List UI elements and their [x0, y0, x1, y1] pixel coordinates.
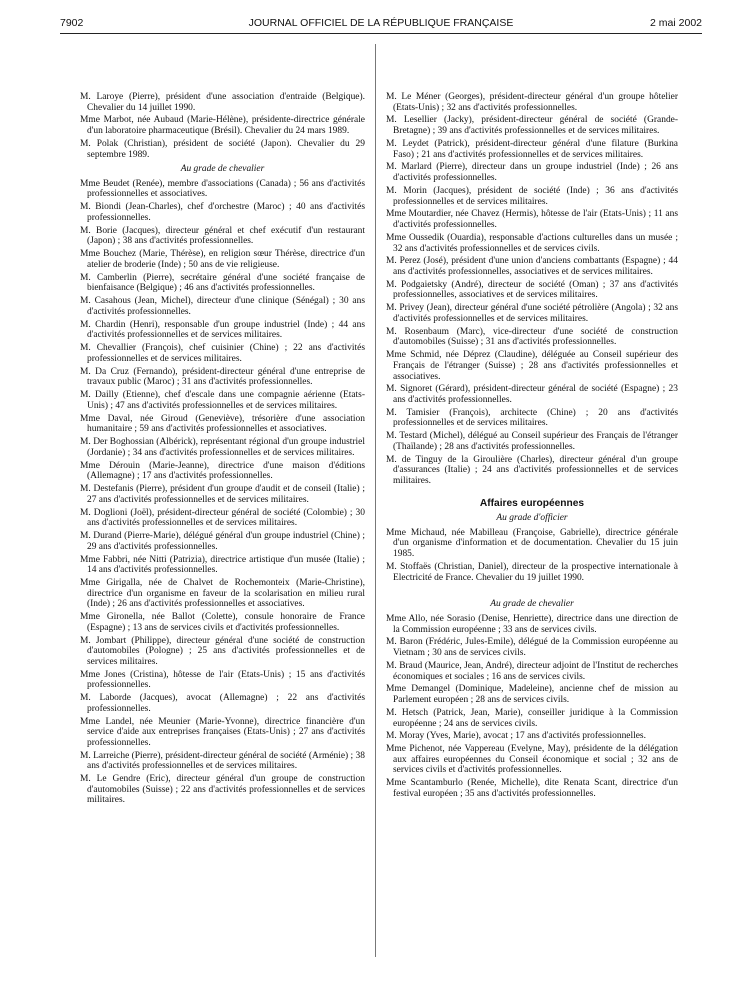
chevalier-europe-entries-list [386, 614, 678, 800]
list-item: M. Doglioni (Joël), président-directeur général de société (Colombie) ; 30 ans d'activités professionnelles et de services militaires. [80, 507, 365, 529]
spacer [386, 585, 678, 595]
list-item: M. Braud (Maurice, Jean, André), directeur adjoint de l'Institut de recherches économiques et sociales ; 16 ans de services civils. [386, 660, 678, 682]
list-item: M. Baron (Frédéric, Jules-Emile), délégué de la Commission européenne au Vietnam ; 30 ans de services civils. [386, 637, 678, 659]
list-item: Mme Landel, née Meunier (Marie-Yvonne), directrice financière d'un service d'aide aux entreprises françaises (Etats-Unis) ; 27 ans d'activités professionnelles. [80, 716, 365, 748]
list-item: Mme Pichenot, née Vappereau (Evelyne, May), présidente de la délégation aux affaires européennes du Conseil économique et social ; 32 ans de services civils et d'activités professionnelles. [386, 744, 678, 776]
list-item: M. Morin (Jacques), président de société (Inde) ; 36 ans d'activités professionnelles et de services militaires. [386, 185, 678, 207]
grade-heading-chevalier: Au grade de chevalier [180, 164, 265, 175]
list-item: M. Rosenbaum (Marc), vice-directeur d'une société de construction d'automobiles (Suisse) ; 31 ans d'activités professionnelles. [386, 326, 678, 348]
section-title-affaires-europeennes: Affaires européennes [479, 497, 585, 509]
list-item: M. de Tinguy de la Giroulière (Charles), directeur général d'un groupe d'assurances (Italie) ; 24 ans d'activités professionnelles et de services militaires. [386, 454, 678, 487]
list-item: M. Le Méner (Georges), président-directeur général d'un groupe hôtelier (Etats-Unis) ; 32 ans d'activités professionnelles. [386, 92, 678, 113]
list-item: Mme Girigalla, née de Chalvet de Rochemonteix (Marie-Christine), directrice d'un organisme en faveur de la scolarisation en milieu rural (Inde) ; 26 ans d'activités professionnelles et associatives. [80, 577, 365, 610]
list-item: M. Polak (Christian), président de société (Japon). Chevalier du 29 septembre 1989. [80, 138, 365, 160]
list-item: M. Testard (Michel), délégué au Conseil supérieur des Français de l'étranger (Thaïlande) ; 28 ans d'activités professionnelles. [386, 431, 678, 452]
list-item: M. Chevallier (François), chef cuisinier (Chine) ; 22 ans d'activités professionnelles et de services militaires. [80, 343, 365, 364]
list-item: Mme Moutardier, née Chavez (Hermis), hôtesse de l'air (Etats-Unis) ; 11 ans d'activités professionnelles. [386, 209, 678, 231]
list-item: M. Stoffaës (Christian, Daniel), directeur de la prospective internationale à Electricité de France. Chevalier du 19 juillet 1990. [386, 561, 678, 583]
list-item: M. Laborde (Jacques), avocat (Allemagne) ; 22 ans d'activités professionnelles. [80, 693, 365, 714]
list-item: Mme Michaud, née Mabilleau (Françoise, Gabrielle), directrice générale d'un organisme d'information et de documentation. Chevalier du 15 juin 1985. [386, 527, 678, 560]
list-item: M. Chardin (Henri), responsable d'un groupe industriel (Inde) ; 44 ans d'activités professionnelles et de services militaires. [80, 319, 365, 341]
list-item: M. Biondi (Jean-Charles), chef d'orchestre (Maroc) ; 40 ans d'activités professionnelles. [80, 202, 365, 223]
list-item: M. Leydet (Patrick), président-directeur général d'une filature (Burkina Faso) ; 21 ans d'activités professionnelles et de services militaires. [386, 138, 678, 160]
list-item: M. Perez (José), président d'une union d'anciens combattants (Espagne) ; 44 ans d'activités professionnelles, associatives et de services militaires. [386, 256, 678, 277]
publication-date: 2 mai 2002 [650, 17, 702, 29]
list-item: Mme Allo, née Sorasio (Denise, Henriette), directrice dans une direction de la Commission européenne ; 33 ans de services civils. [386, 613, 678, 635]
list-item: Mme Schmid, née Déprez (Claudine), déléguée au Conseil supérieur des Français de l'étranger (Suisse) ; 28 ans d'activités professionnelles et associatives. [386, 350, 678, 382]
list-item: M. Camberlin (Pierre), secrétaire général d'une société française de bienfaisance (Belgique) ; 46 ans d'activités professionnelles. [80, 272, 365, 294]
list-item: M. Le Gendre (Eric), directeur général d'un groupe de construction d'automobiles (Suisse) ; 22 ans d'activités professionnelles et de services militaires. [80, 774, 365, 806]
list-item: Mme Beudet (Renée), membre d'associations (Canada) ; 56 ans d'activités professionnelles et associatives. [80, 178, 365, 200]
chevalier-entries-list [80, 179, 365, 806]
list-item: Mme Bouchez (Marie, Thérèse), en religion sœur Thérèse, directrice d'un atelier de broderie (Inde) ; 50 ans de vie religieuse. [80, 249, 365, 270]
list-item: Mme Scantamburlo (Renée, Michelle), dite Renata Scant, directrice d'un festival européen ; 35 ans d'activités professionnelles. [386, 778, 678, 799]
officier-entries-list [386, 528, 678, 583]
list-item: M. Larreiche (Pierre), président-directeur général de société (Arménie) ; 38 ans d'activités professionnelles et de services militaires. [80, 750, 365, 772]
left-column [80, 92, 365, 808]
right-column [386, 92, 678, 802]
entries-top-list [386, 92, 678, 487]
list-item: M. Destefanis (Pierre), président d'un groupe d'audit et de conseil (Italie) ; 27 ans d'activités professionnelles et de services militaires. [80, 484, 365, 505]
list-item: Mme Gironella, née Ballot (Colette), consule honoraire de France (Espagne) ; 13 ans de services civils et d'activités professionnelles. [80, 612, 365, 633]
list-item: Mme Fabbri, née Nitti (Patrizia), directrice artistique d'un musée (Italie) ; 14 ans d'activités professionnelles. [80, 554, 365, 576]
list-item: M. Der Boghossian (Albérick), représentant régional d'un groupe industriel (Jordanie) ; 34 ans d'activités professionnelles et de services militaires. [80, 437, 365, 458]
grade-heading-officier: Au grade d'officier [496, 513, 568, 524]
page-number: 7902 [60, 17, 84, 29]
list-item: M. Signoret (Gérard), président-directeur général de société (Espagne) ; 23 ans d'activités professionnelles. [386, 384, 678, 405]
list-item: M. Borie (Jacques), directeur général et chef exécutif d'un restaurant (Japon) ; 38 ans d'activités professionnelles. [80, 225, 365, 247]
list-item: Mme Oussedik (Ouardia), responsable d'actions culturelles dans un musée ; 32 ans d'activités professionnelles et de services civils. [386, 232, 678, 254]
list-item: M. Casahous (Jean, Michel), directeur d'une clinique (Sénégal) ; 30 ans d'activités professionnelles. [80, 296, 365, 317]
list-item: M. Laroye (Pierre), président d'une association d'entraide (Belgique). Chevalier du 14 juillet 1990. [80, 92, 365, 113]
grade-heading-chevalier-europe: Au grade de chevalier [490, 599, 574, 610]
list-item: Mme Demangel (Dominique, Madeleine), ancienne chef de mission au Parlement européen ; 28 ans de services civils. [386, 684, 678, 706]
list-item: M. Hetsch (Patrick, Jean, Marie), conseiller juridique à la Commission européenne ; 24 ans de services civils. [386, 707, 678, 729]
list-item: M. Moray (Yves, Marie), avocat ; 17 ans d'activités professionnelles. [386, 731, 646, 742]
list-item: Mme Dérouin (Marie-Jeanne), directrice d'une maison d'éditions (Allemagne) ; 17 ans d'activités professionnelles. [80, 460, 365, 482]
list-item: M. Da Cruz (Fernando), président-directeur général d'une entreprise de travaux public (Maroc) ; 31 ans d'activités professionnelles. [80, 366, 365, 388]
list-item: M. Dailly (Etienne), chef d'escale dans une compagnie aérienne (Etats-Unis) ; 47 ans d'activités professionnelles et de services militaires. [80, 390, 365, 411]
list-item: M. Marlard (Pierre), directeur dans un groupe industriel (Inde) ; 26 ans d'activités professionnelles. [386, 162, 678, 184]
column-divider [375, 44, 376, 957]
list-item: Mme Daval, née Giroud (Geneviève), trésorière d'une association humanitaire ; 59 ans d'activités professionnelles et associatives. [80, 413, 365, 435]
list-item: M. Tamisier (François), architecte (Chine) ; 20 ans d'activités professionnelles et de services militaires. [386, 407, 678, 429]
list-item: Mme Marbot, née Aubaud (Marie-Hélène), présidente-directrice générale d'un laboratoire pharmaceutique (Brésil). Chevalier du 24 mars 1989. [80, 115, 365, 137]
journal-title: JOURNAL OFFICIEL DE LA RÉPUBLIQUE FRANÇAISE [248, 17, 514, 29]
list-item: M. Lesellier (Jacky), président-directeur général de société (Grande-Bretagne) ; 39 ans d'activités professionnelles et de services militaires. [386, 115, 678, 137]
header-divider [60, 33, 702, 34]
list-item: M. Podgaietsky (André), directeur de société (Oman) ; 37 ans d'activités professionnelles, associatives et de services militaires. [386, 279, 678, 301]
list-item: M. Privey (Jean), directeur général d'une société pétrolière (Angola) ; 32 ans d'activités professionnelles et de services militaires. [386, 303, 678, 324]
entries-top-list [80, 92, 365, 160]
list-item: M. Durand (Pierre-Marie), délégué général d'un groupe industriel (Chine) ; 29 ans d'activités professionnelles. [80, 531, 365, 552]
list-item: Mme Jones (Cristina), hôtesse de l'air (Etats-Unis) ; 15 ans d'activités professionnelles. [80, 669, 365, 691]
page-header [60, 15, 702, 31]
list-item: M. Jombart (Philippe), directeur général d'une société de construction d'automobiles (Pologne) ; 25 ans d'activités professionnelles et de services militaires. [80, 635, 365, 667]
